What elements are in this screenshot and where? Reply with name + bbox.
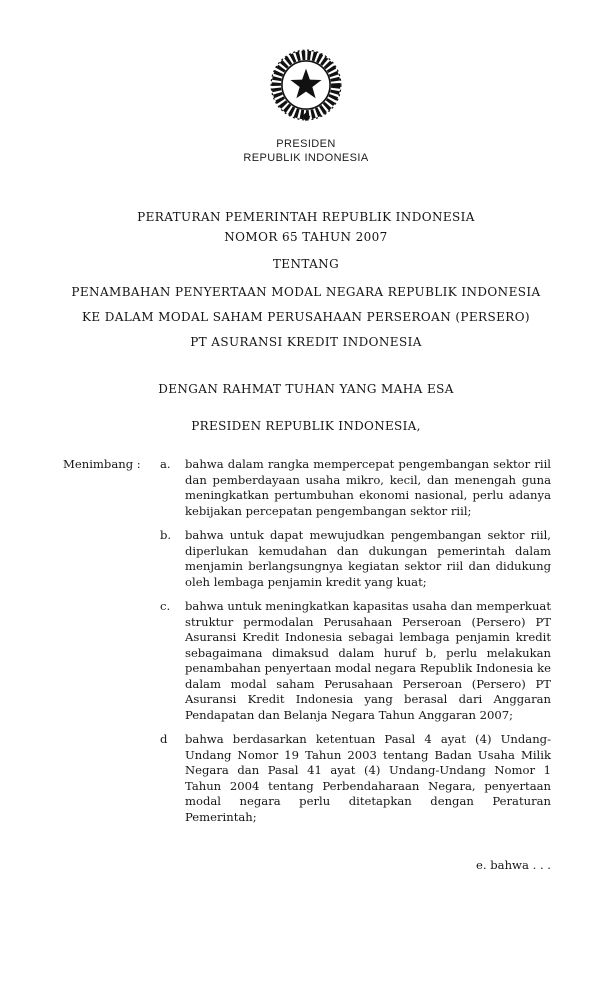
invocation-line: DENGAN RAHMAT TUHAN YANG MAHA ESA <box>158 382 454 396</box>
consideration-item-b <box>63 528 551 590</box>
regulation-title-line1: PERATURAN PEMERINTAH REPUBLIK INDONESIA <box>137 210 475 224</box>
item-marker: b. <box>160 528 172 542</box>
consideration-item-c <box>63 599 551 723</box>
item-text: bahwa berdasarkan ketentuan Pasal 4 ayat (4) Undang-Undang Nomor 19 Tahun 2003 tentang Badan Usaha Milik Negara dan Pasal 41 ayat (4) Undang-Undang Nomor 1 Tahun 2004 tentang Perbendaharaan Negara, penyertaan modal negara perlu ditetapkan dengan Peraturan Pemerintah; <box>185 732 551 824</box>
subject-line3: PT ASURANSI KREDIT INDONESIA <box>190 335 422 349</box>
label-spacer <box>63 599 160 723</box>
item-text: bahwa untuk dapat mewujudkan pengembangan sektor riil, diperlukan kemudahan dan dukungan pemerintah dalam menjamin berlangsungnya kegiatan sektor riil dan didukung oleh lembaga penjamin kredit yang kuat; <box>185 528 551 589</box>
menimbang-label: Menimbang : <box>63 457 141 471</box>
subject-line1: PENAMBAHAN PENYERTAAN MODAL NEGARA REPUBLIK INDONESIA <box>71 285 541 299</box>
label-spacer <box>63 732 160 825</box>
label-spacer <box>63 528 160 590</box>
regulation-number: NOMOR 65 TAHUN 2007 <box>224 230 388 244</box>
considerations-section <box>0 457 612 825</box>
item-text: bahwa dalam rangka mempercepat pengembangan sektor riil dan pemberdayaan usaha mikro, kecil, dan menengah guna meningkatkan pertumbuhan ekonomi nasional, perlu adanya kebijakan percepatan pengembangan sektor riil; <box>185 457 551 518</box>
institution-name <box>0 137 612 165</box>
item-marker: a. <box>160 457 171 471</box>
national-emblem-icon <box>265 111 347 130</box>
item-marker: c. <box>160 599 171 613</box>
consideration-item-a <box>63 457 551 519</box>
title-block <box>0 207 612 436</box>
page-catchword: e. bahwa . . . <box>476 858 551 872</box>
institution-line-republik: REPUBLIK INDONESIA <box>243 152 369 164</box>
emblem-container <box>0 0 612 130</box>
subject-line2: KE DALAM MODAL SAHAM PERUSAHAAN PERSEROAN (PERSERO) <box>81 310 531 324</box>
consideration-item-d <box>63 732 551 825</box>
item-text: bahwa untuk meningkatkan kapasitas usaha dan memperkuat struktur permodalan Perusahaan Perseroan (Persero) PT Asuransi Kredit Indonesia sebagai lembaga penjamin kredit sebagaimana dimaksud dalam huruf b, perlu melakukan penambahan penyertaan modal negara Republik Indonesia ke dalam modal saham Perusahaan Perseroan (Persero) PT Asuransi Kredit Indonesia yang berasal dari Anggaran Pendapatan dan Belanja Negara Tahun Anggaran 2007; <box>185 599 551 722</box>
authority-line: PRESIDEN REPUBLIK INDONESIA, <box>191 419 421 433</box>
tentang-label: TENTANG <box>272 257 340 271</box>
subject-block <box>0 280 612 355</box>
institution-line-presiden: PRESIDEN <box>276 138 336 150</box>
item-marker: d <box>160 732 168 746</box>
